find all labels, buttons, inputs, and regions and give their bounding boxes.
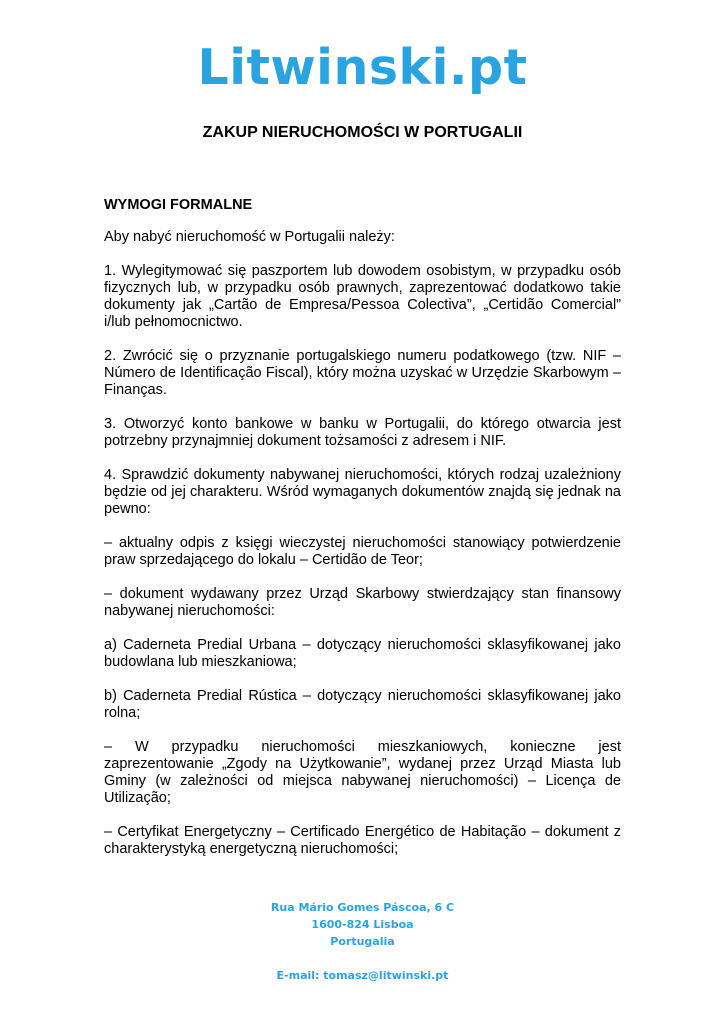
paragraph-energy-certificate: – Certyfikat Energetyczny – Certificado Energético de Habitação – dokument z charakterystyką energetyczną nieruchomości; xyxy=(104,824,621,857)
paragraph-usage-permit: – W przypadku nieruchomości mieszkaniowych, konieczne jest zaprezentowanie „Zgody na Użytkowanie”, wydanej przez Urząd Miasta lub Gminy (w zależności od miejsca nabywanej nieruchomości) – Licença de Utilização; xyxy=(104,739,621,806)
footer-postal-city: 1600-824 Lisboa xyxy=(311,918,414,931)
paragraph-land-registry: – aktualny odpis z księgi wieczystej nieruchomości stanowiący potwierdzenie praw sprzedającego do lokalu – Certidão de Teor; xyxy=(104,535,621,568)
paragraph-step-2: 2. Zwrócić się o przyznanie portugalskiego numeru podatkowego (tzw. NIF – Número de Identificação Fiscal), który można uzyskać w Urzędzie Skarbowym – Finanças. xyxy=(104,348,621,398)
paragraph-rustic-record: b) Caderneta Predial Rústica – dotyczący nieruchomości sklasyfikowanej jako rolna; xyxy=(104,688,621,721)
footer-address xyxy=(0,899,725,984)
paragraph-step-3: 3. Otworzyć konto bankowe w banku w Portugalii, do którego otwarcia jest potrzebny przynajmniej dokument tożsamości z adresem i NIF. xyxy=(104,416,621,449)
paragraph-tax-document: – dokument wydawany przez Urząd Skarbowy stwierdzający stan finansowy nabywanej nieruchomości: xyxy=(104,586,621,619)
footer-country: Portugalia xyxy=(330,935,395,948)
section-heading: WYMOGI FORMALNE xyxy=(104,197,253,213)
paragraph-step-1: 1. Wylegitymować się paszportem lub dowodem osobistym, w przypadku osób fizycznych lub, w przypadku osób prawnych, zaprezentować dodatkowo takie dokumenty jak „Cartão de Empresa/Pessoa Colectiva”, „Certidão Comercial” i/lub pełnomocnictwo. xyxy=(104,263,621,330)
page-title: ZAKUP NIERUCHOMOŚCI W PORTUGALII xyxy=(202,124,523,141)
company-logo xyxy=(0,40,725,96)
footer-email[interactable]: E-mail: tomasz@litwinski.pt xyxy=(276,969,449,982)
paragraph-intro: Aby nabyć nieruchomość w Portugalii należy: xyxy=(104,229,395,245)
footer-street: Rua Mário Gomes Páscoa, 6 C xyxy=(270,901,455,914)
footer-spacer xyxy=(0,950,725,967)
paragraph-step-4: 4. Sprawdzić dokumenty nabywanej nieruchomości, których rodzaj uzależniony będzie od jej charakteru. Wśród wymaganych dokumentów znajdą się jednak na pewno: xyxy=(104,467,621,517)
logo-text: Litwinski.pt xyxy=(197,39,528,96)
document-body xyxy=(104,229,621,875)
paragraph-urban-record: a) Caderneta Predial Urbana – dotyczący nieruchomości sklasyfikowanej jako budowlana lub mieszkaniowa; xyxy=(104,637,621,670)
